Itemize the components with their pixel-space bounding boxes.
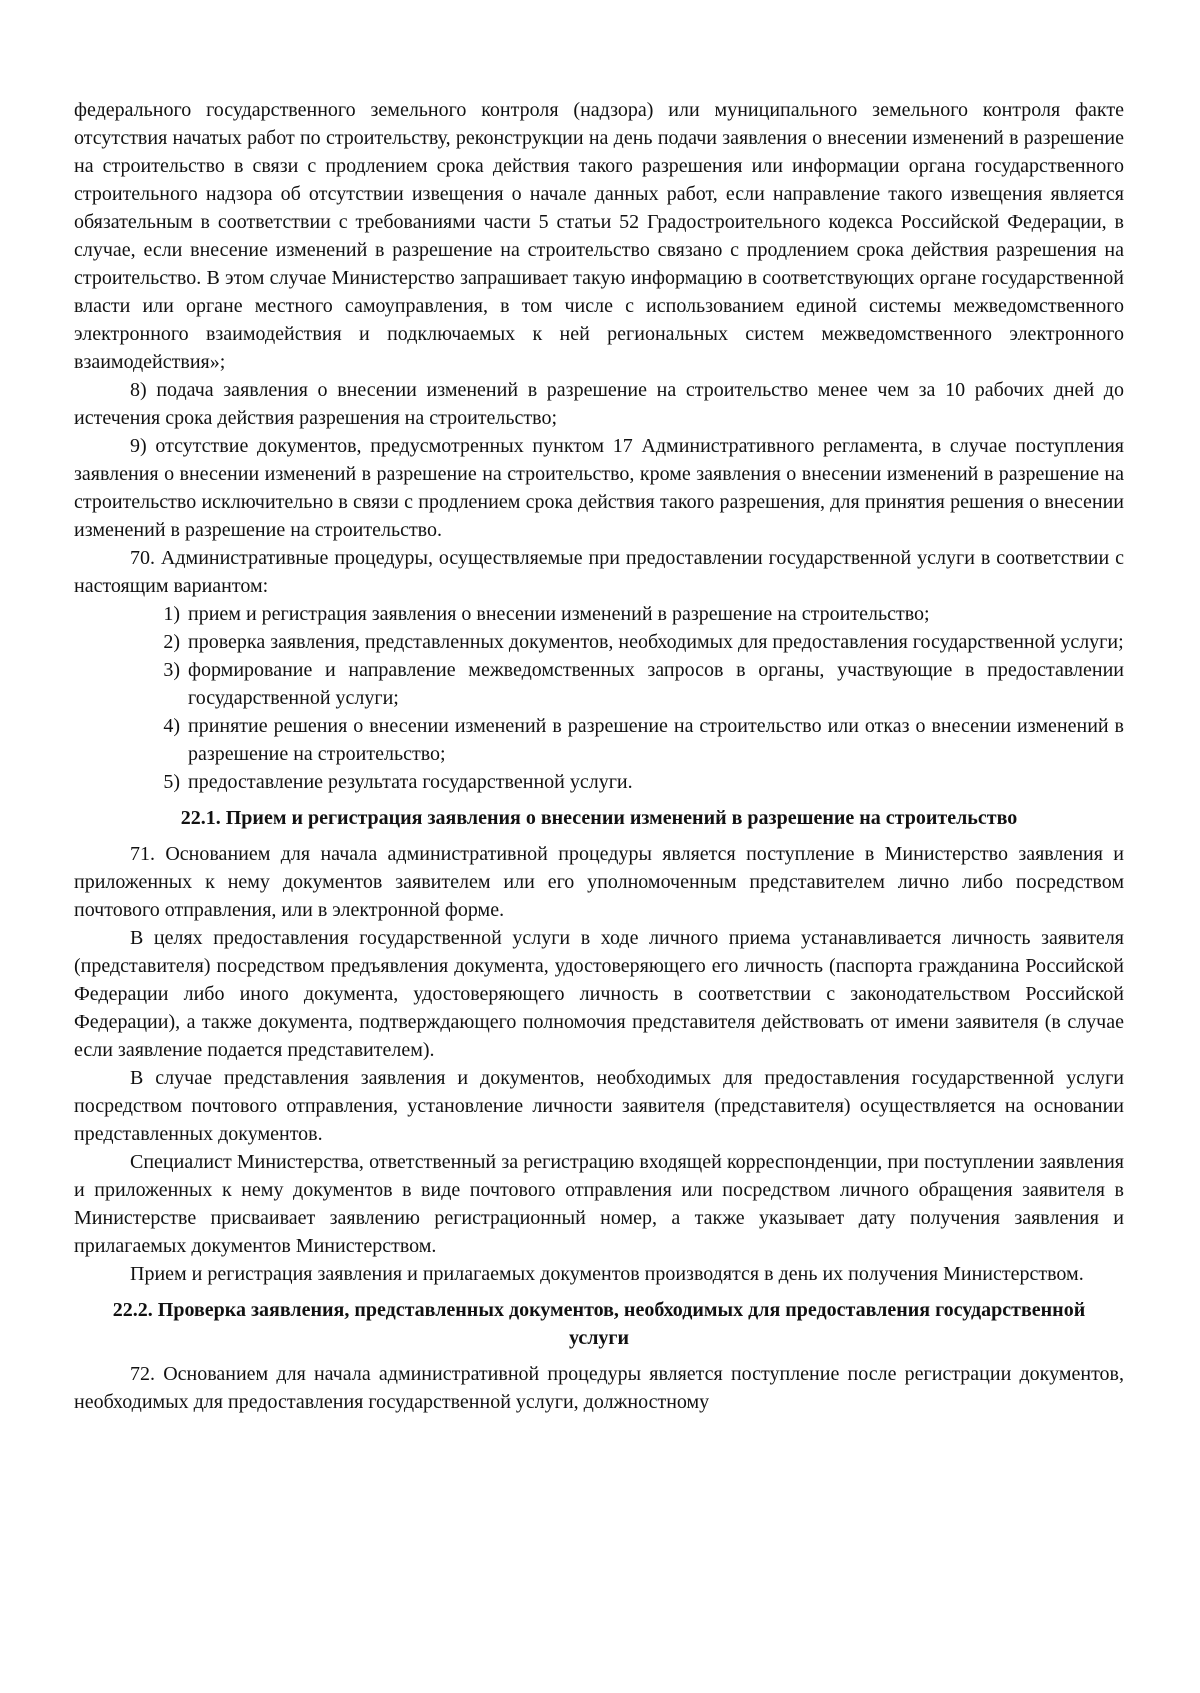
procedure-item (74, 712, 1124, 768)
paragraph-specialist: Специалист Министерства, ответственный за регистрацию входящей корреспонденции, при поступлении заявления и приложенных к нему документов в виде почтового отправления или посредством личного обращения заявителя в Министерстве присваивает заявлению регистрационный номер, а также указывает дату получения заявления и прилагаемых документов Министерством. (74, 1151, 1124, 1257)
paragraph-71: 71. Основанием для начала административной процедуры является поступление в Министерство заявления и приложенных к нему документов заявителем или его уполномоченным представителем лично либо посредством почтового отправления, или в электронной форме. (74, 843, 1124, 921)
procedure-item (74, 768, 1124, 796)
paragraph-72: 72. Основанием для начала административной процедуры является поступление после регистрации документов, необходимых для предоставления государственной услуги, должностному (74, 1363, 1124, 1413)
procedure-number: 1) (163, 603, 180, 625)
procedure-number: 4) (163, 715, 180, 737)
list-item-9: 9) отсутствие документов, предусмотренных пунктом 17 Административного регламента, в случае поступления заявления о внесении изменений в разрешение на строительство, кроме заявления о внесении изменений в разрешение на строительство исключительно в связи с продлением срока действия такого разрешения, для принятия решения о внесении изменений в разрешение на строительство. (74, 435, 1124, 541)
procedure-text: прием и регистрация заявления о внесении изменений в разрешение на строительство; (188, 603, 930, 625)
paragraph-70: 70. Административные процедуры, осуществляемые при предоставлении государственной услуги в соответствии с настоящим вариантом: (74, 547, 1124, 597)
procedures-list (74, 600, 1124, 796)
document-page (74, 96, 1124, 1416)
paragraph-receipt: Прием и регистрация заявления и прилагаемых документов производятся в день их получения Министерством. (130, 1263, 1084, 1285)
section-heading-22-2: 22.2. Проверка заявления, представленных документов, необходимых для предоставления государственной услуги (112, 1299, 1086, 1349)
procedure-text: предоставление результата государственной услуги. (188, 771, 633, 793)
paragraph-identity: В целях предоставления государственной услуги в ходе личного приема устанавливается личность заявителя (представителя) посредством предъявления документа, удостоверяющего его личность (паспорта гражданина Российской Федерации либо иного документа, удостоверяющего личность в соответствии с законодательством Российской Федерации), а также документа, подтверждающего полномочия представителя действовать от имени заявителя (в случае если заявление подается представителем). (74, 927, 1124, 1061)
procedure-item (74, 600, 1124, 628)
procedure-number: 3) (163, 659, 180, 681)
procedure-number: 2) (163, 631, 180, 653)
intro-paragraph: федерального государственного земельного контроля (надзора) или муниципального земельного контроля факте отсутствия начатых работ по строительству, реконструкции на день подачи заявления о внесении изменений в разрешение на строительство в связи с продлением срока действия такого разрешения или информации органа государственного строительного надзора об отсутствии извещения о начале данных работ, если направление такого извещения является обязательным в соответствии с требованиями части 5 статьи 52 Градостроительного кодекса Российской Федерации, в случае, если внесение изменений в разрешение на строительство связано с продлением срока действия разрешения на строительство. В этом случае Министерство запрашивает такую информацию в соответствующих органе государственной власти или органе местного самоуправления, в том числе с использованием единой системы межведомственного электронного взаимодействия и подключаемых к ней региональных систем межведомственного электронного взаимодействия»; (74, 99, 1124, 373)
procedure-text: принятие решения о внесении изменений в разрешение на строительство или отказ о внесении изменений в разрешение на строительство; (188, 715, 1124, 765)
procedure-number: 5) (163, 771, 180, 793)
section-heading-22-1: 22.1. Прием и регистрация заявления о внесении изменений в разрешение на строительство (180, 807, 1018, 829)
procedure-item (74, 656, 1124, 712)
procedure-text: формирование и направление межведомственных запросов в органы, участвующие в предоставлении государственной услуги; (188, 659, 1124, 709)
paragraph-postal: В случае представления заявления и документов, необходимых для предоставления государственной услуги посредством почтового отправления, установление личности заявителя (представителя) осуществляется на основании представленных документов. (74, 1067, 1124, 1145)
procedure-item (74, 628, 1124, 656)
procedure-text: проверка заявления, представленных документов, необходимых для предоставления государственной услуги; (188, 631, 1124, 653)
list-item-8: 8) подача заявления о внесении изменений в разрешение на строительство менее чем за 10 рабочих дней до истечения срока действия разрешения на строительство; (74, 379, 1124, 429)
